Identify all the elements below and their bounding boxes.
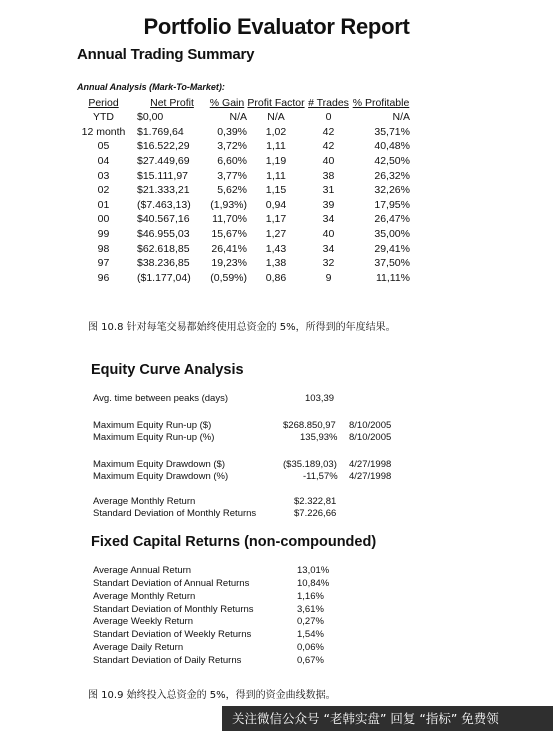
table-row [76,198,410,213]
fixed-capital-value: 13,01% [297,565,330,576]
cell-trades: 31 [322,184,335,197]
fixed-capital-value: 10,84% [297,577,330,589]
drawdown-pct-value: -11,57% [303,471,338,482]
fixed-capital-value: 1,54% [297,629,324,641]
cell-profit-factor: 1,43 [265,242,287,255]
table-row [76,125,410,140]
cell-gain: 26,41% [211,242,247,255]
cell-gain: 19,23% [211,257,247,270]
cell-net-profit: $1.769,64 [137,125,184,138]
std-monthly-return-value: $7.226,66 [294,508,337,519]
cell-profit-factor: 1,19 [265,155,287,168]
figure-caption-10-9: 图 10.9 始终投入总资金的 5%，得到的资金曲线数据。 [88,690,336,701]
col-header-profit-factor: Profit Factor [247,97,305,109]
cell-gain: N/A [229,111,247,124]
runup-dollar-date: 8/10/2005 [349,420,392,431]
cell-trades: 39 [322,198,335,211]
cell-profit-factor: 1,38 [265,257,287,270]
col-header-net-profit: Net Profit [150,97,194,109]
cell-profitable: 42,50% [374,155,410,168]
cell-trades: 34 [322,242,335,255]
cell-period: 99 [97,228,110,241]
drawdown-pct-date: 4/27/1998 [349,471,392,482]
cell-net-profit: $15.111,97 [137,169,188,182]
table-row [76,227,410,242]
cell-profit-factor: 0,94 [265,198,287,211]
cell-period: 96 [97,271,110,284]
cell-gain: 15,67% [211,228,247,241]
annual-analysis-subheading: Annual Analysis (Mark-To-Market): [77,82,225,92]
col-header-trades: # Trades [308,97,349,109]
table-row [76,168,410,183]
cell-profit-factor: 1,17 [265,213,287,226]
cell-profit-factor: 0,86 [265,271,287,284]
cell-net-profit: ($1.177,04) [137,271,191,284]
runup-pct-value: 135,93% [300,432,338,443]
fixed-capital-value: 0,06% [297,642,324,654]
cell-net-profit: $40.567,16 [137,213,190,226]
cell-period: 12 month [81,125,126,138]
cell-trades: 34 [322,213,335,226]
fixed-capital-value: 0,67% [297,654,324,666]
fixed-capital-label: Standart Deviation of Daily Returns [93,654,242,666]
cell-period: 03 [97,169,110,182]
table-row [76,110,410,125]
cell-period: 98 [97,242,110,255]
cell-gain: 6,60% [217,155,247,168]
cell-profit-factor: 1,11 [266,169,286,182]
cell-profitable: N/A [392,111,410,124]
table-row [76,271,410,286]
annual-results-table [76,97,410,285]
cell-net-profit: $0,00 [137,111,164,124]
cell-period: 04 [97,155,110,168]
cell-profitable: 35,71% [374,125,410,138]
cell-gain: 0,39% [217,125,247,138]
table-row [76,256,410,271]
fixed-capital-value: 0,27% [297,616,324,628]
runup-dollar-label: Maximum Equity Run-up ($) [93,420,212,431]
runup-pct-date: 8/10/2005 [349,432,392,443]
cell-period: 97 [97,257,110,270]
cell-gain: 5,62% [217,184,247,197]
figure-caption-10-8: 图 10.8 针对每笔交易都始终使用总资金的 5%，所得到的年度结果。 [88,322,396,333]
cell-profitable: 37,50% [374,257,410,270]
cell-trades: 40 [322,228,335,241]
cell-profitable: 17,95% [374,198,410,211]
fixed-capital-label: Average Annual Return [93,565,192,576]
avg-time-value: 103,39 [305,393,335,404]
cell-net-profit: $27.449,69 [137,155,190,168]
drawdown-dollar-value: ($35.189,03) [283,459,337,470]
avg-time-label: Avg. time between peaks (days) [93,393,229,404]
cell-trades: 42 [322,140,335,153]
cell-trades: 40 [322,155,335,168]
cell-gain: (0,59%) [210,271,247,284]
drawdown-dollar-label: Maximum Equity Drawdown ($) [93,459,225,470]
cell-trades: 42 [322,125,335,138]
col-header-profitable: % Profitable [352,97,410,109]
fixed-capital-heading: Fixed Capital Returns (non-compounded) [91,534,377,550]
fixed-capital-label: Standart Deviation of Annual Returns [93,577,250,589]
avg-monthly-return-label: Average Monthly Return [93,496,196,507]
cell-profitable: 11,11% [375,271,410,284]
equity-curve-heading: Equity Curve Analysis [91,362,244,378]
table-row [76,241,410,256]
cell-profitable: 35,00% [374,228,410,241]
annual-summary-heading: Annual Trading Summary [77,46,255,63]
cell-net-profit: $16.522,29 [137,140,190,153]
std-monthly-return-label: Standard Deviation of Monthly Returns [93,508,257,519]
table-row [76,212,410,227]
watermark-footer: 关注微信公众号 “老韩实盘” 回复 “指标” 免费领 [222,706,553,731]
cell-gain: 11,70% [212,213,247,226]
cell-period: 01 [97,198,110,211]
drawdown-dollar-date: 4/27/1998 [349,459,392,470]
cell-profitable: 40,48% [374,140,410,153]
table-header-row [76,97,410,110]
cell-period: 05 [97,140,110,153]
cell-net-profit: $21.333,21 [137,184,190,197]
cell-trades: 9 [325,271,332,284]
cell-profit-factor: N/A [267,111,285,124]
table-row [76,154,410,169]
fixed-capital-label: Standart Deviation of Weekly Returns [93,629,252,641]
cell-period: 00 [97,213,110,226]
table-body [76,110,410,285]
fixed-capital-value: 3,61% [297,603,324,615]
runup-dollar-value: $268.850,97 [283,420,336,431]
cell-profitable: 32,26% [374,184,410,197]
cell-trades: 0 [325,111,332,124]
col-header-period: Period [88,97,119,109]
fixed-capital-label: Average Daily Return [93,642,184,654]
cell-period: 02 [97,184,110,197]
cell-gain: (1,93%) [210,198,247,211]
cell-profit-factor: 1,02 [265,125,287,138]
fixed-capital-label: Average Weekly Return [93,616,193,628]
cell-trades: 32 [322,257,335,270]
cell-net-profit: $46.955,03 [137,228,190,241]
cell-profitable: 26,47% [374,213,410,226]
drawdown-pct-label: Maximum Equity Drawdown (%) [93,471,229,482]
report-title: Portfolio Evaluator Report [143,14,410,39]
runup-pct-label: Maximum Equity Run-up (%) [93,432,215,443]
table-row [76,183,410,198]
cell-profitable: 26,32% [374,169,410,182]
cell-net-profit: $38.236,85 [137,257,190,270]
cell-gain: 3,72% [217,140,247,153]
cell-profit-factor: 1,15 [265,184,287,197]
cell-period: YTD [93,111,114,124]
cell-net-profit: ($7.463,13) [137,198,191,211]
cell-profit-factor: 1,11 [266,140,286,153]
col-header-gain: % Gain [209,97,245,109]
cell-gain: 3,77% [217,169,247,182]
cell-trades: 38 [322,169,335,182]
fixed-capital-value: 1,16% [297,590,324,602]
cell-net-profit: $62.618,85 [137,242,190,255]
cell-profit-factor: 1,27 [265,228,287,241]
fixed-capital-label: Standart Deviation of Monthly Returns [93,603,254,615]
table-row [76,139,410,154]
avg-monthly-return-value: $2.322,81 [294,496,337,507]
fixed-capital-label: Average Monthly Return [93,590,196,602]
cell-profitable: 29,41% [374,242,410,255]
